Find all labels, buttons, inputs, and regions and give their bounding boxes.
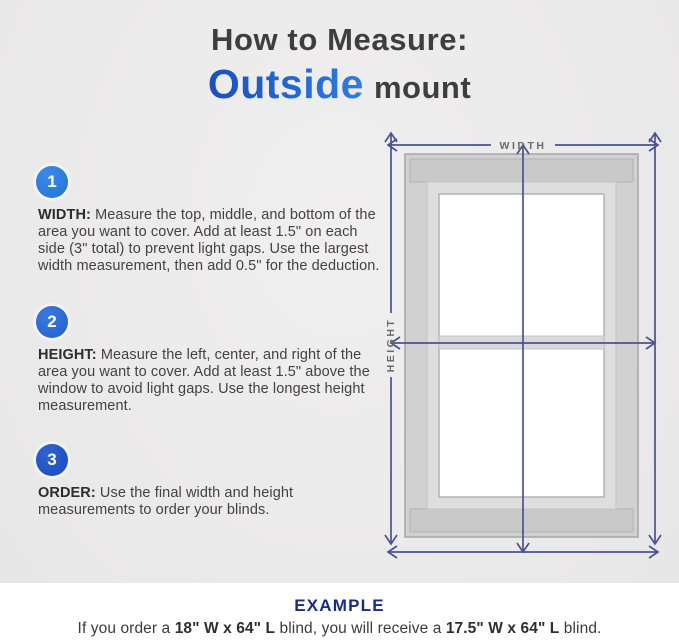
step-3-label: ORDER: bbox=[38, 485, 96, 501]
step-3-body: Use the final width and height measurements to order your blinds. bbox=[38, 485, 294, 518]
window-sill-board bbox=[410, 509, 633, 532]
example-part3: blind. bbox=[559, 620, 602, 637]
title-line2 bbox=[0, 60, 679, 107]
example-heading: EXAMPLE bbox=[294, 596, 385, 615]
title-highlight-outside: Outside bbox=[207, 60, 364, 107]
title-suffix-mount: mount bbox=[373, 69, 472, 105]
step-3-text bbox=[38, 485, 386, 519]
page-title bbox=[0, 24, 679, 106]
step-3 bbox=[36, 444, 386, 519]
step-1 bbox=[36, 166, 386, 275]
step-2-number-badge: 2 bbox=[36, 306, 68, 338]
example-part1: If you order a bbox=[77, 620, 175, 637]
step-3-number-badge: 3 bbox=[36, 444, 68, 476]
example-part2: blind, you will receive a bbox=[275, 620, 446, 637]
example-received-size: 17.5" W x 64" L bbox=[445, 620, 560, 637]
example-section bbox=[0, 583, 679, 644]
window-measurement-diagram bbox=[375, 123, 675, 568]
height-arrow-right bbox=[649, 133, 661, 544]
step-2-body: Measure the left, center, and right of the area you want to cover. Add at least 1.5" above the window to avoid light gaps. Use the longest height measurement. bbox=[38, 347, 370, 414]
height-label: HEIGHT bbox=[384, 317, 397, 373]
example-ordered-size: 18" W x 64" L bbox=[174, 620, 276, 637]
step-1-text bbox=[38, 207, 386, 275]
step-1-label: WIDTH: bbox=[38, 207, 91, 223]
example-sentence bbox=[0, 620, 679, 638]
width-label: WIDTH bbox=[499, 140, 547, 152]
title-line1: How to Measure: bbox=[210, 22, 469, 57]
step-2-text bbox=[38, 347, 386, 415]
step-2-label: HEIGHT: bbox=[38, 347, 97, 363]
window-illustration bbox=[405, 154, 638, 537]
window-header-board bbox=[410, 159, 633, 182]
step-2 bbox=[36, 306, 386, 415]
step-1-body: Measure the top, middle, and bottom of the area you want to cover. Add at least 1.5" on each side (3" total) to prevent light gaps. Use the largest width measurement, then add 0.5" for the deduction. bbox=[38, 207, 380, 274]
step-1-number-badge: 1 bbox=[36, 166, 68, 198]
